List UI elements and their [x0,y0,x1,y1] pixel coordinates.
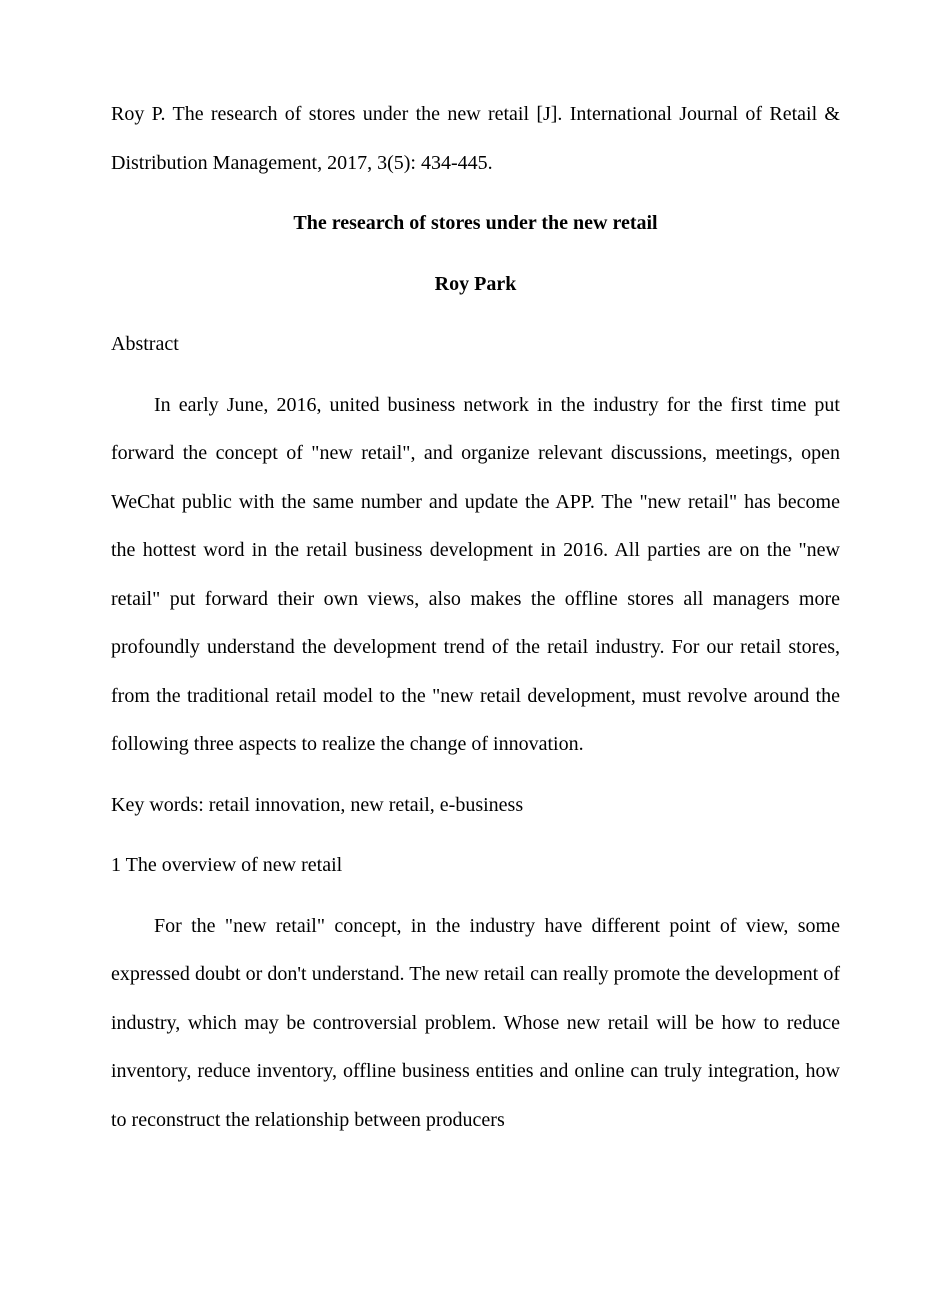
section-1-heading: 1 The overview of new retail [111,854,343,876]
paper-title: The research of stores under the new retail [293,212,658,234]
document-page [111,90,840,1156]
section-1-text: For the "new retail" concept, in the industry have different point of view, some expressed doubt or don't understand. The new retail can really promote the development of industry, which may be controversial problem. Whose new retail will be how to reduce inventory, reduce inventory, offline business entities and online can truly integration, how to reconstruct the relationship between producers [111,914,840,1131]
abstract-text: In early June, 2016, united business network in the industry for the first time put forward the concept of "new retail", and organize relevant discussions, meetings, open WeChat public with the same number and update the APP. The "new retail" has become the hottest word in the retail business development in 2016. All parties are on the "new retail" put forward their own views, also makes the offline stores all managers more profoundly understand the development trend of the retail industry. For our retail stores, from the traditional retail model to the "new retail development, must revolve around the following three aspects to realize the change of innovation. [111,393,840,755]
keywords: Key words: retail innovation, new retail, e-business [111,793,524,816]
citation: Roy P. The research of stores under the new retail [J]. International Journal of Retail & Distribution Management, 2017, 3(5): 434-445. [111,103,840,174]
author-name: Roy Park [434,272,517,295]
abstract-heading: Abstract [111,333,179,355]
